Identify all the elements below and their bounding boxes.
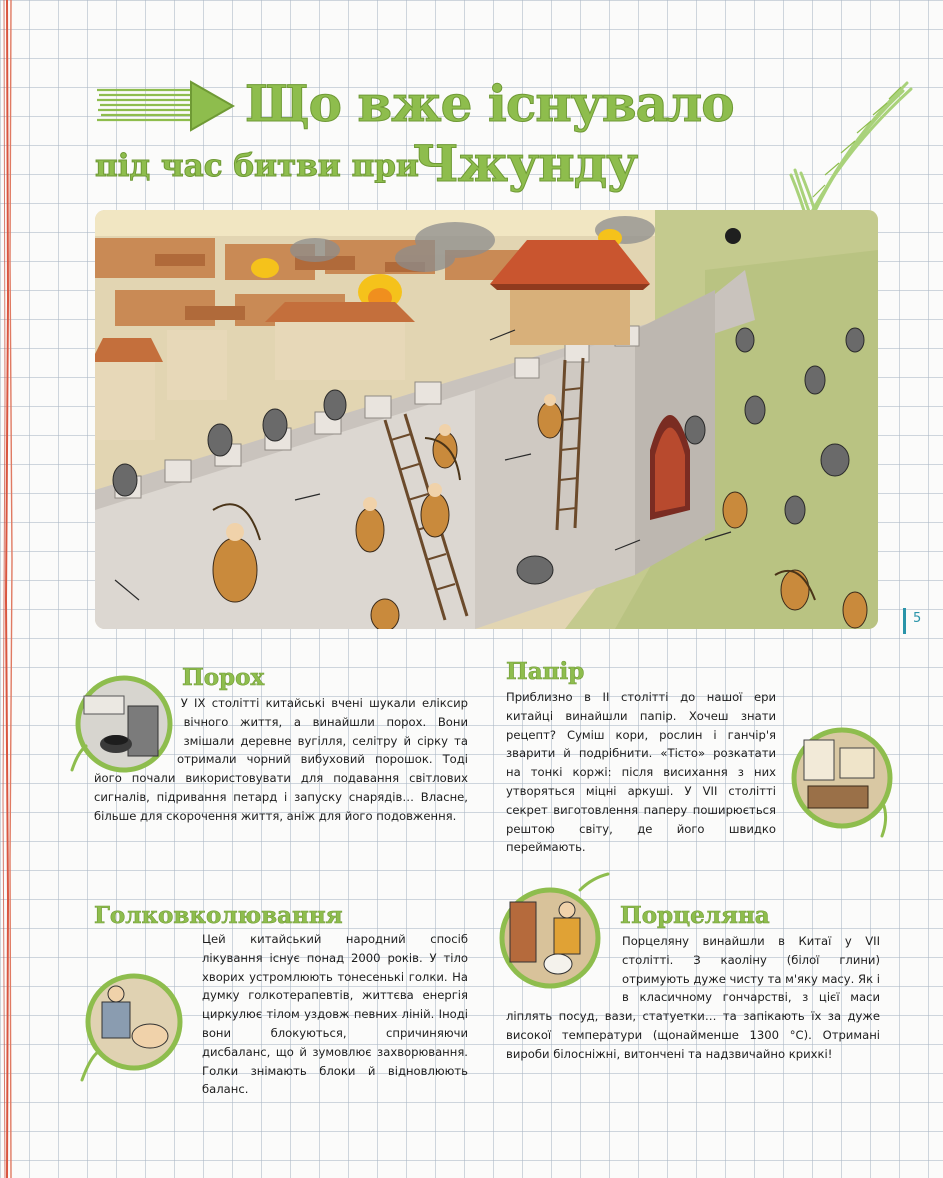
gunpowder-text [94,694,468,826]
margin-line [0,0,18,1178]
arrow-icon [95,78,235,136]
page-number-bar [903,608,906,634]
porcelain-body: Порцеляну винайшли в Китаї у VII столітті. З каоліну (білої глини) отримують дуже чисту та м'яку масу. Як і в класичному гончарстві, з цієї маси ліплять посуд, вази, статуетки… та запікають їх за дуже високої температури (щонайменше 1300 °C). Отримані вироби білосніжні, витончені та надзвичайно крихкі! [506,934,881,1061]
page-title-prefix: під час битви при [95,148,419,184]
gunpowder-heading: Порох [182,664,265,691]
porcelain-heading: Порцеляна [620,902,770,929]
porcelain-float [506,932,622,1002]
page-title-line1: Що вже існувало [245,74,734,133]
paper-body: Приблизно в II столітті до нашої ери китайці винайшли папір. Хочеш знати рецепт? Суміш кори, рослин і ганчір'я зварити й подрібнити. «Тісто» розкатати на тонкі коржі: після висихання з них утворяться міцні аркуші. У VII столітті секрет виготовлення паперу поширюється рештою світу, де його швидко переймають. [506,690,776,855]
paper-illustration [784,716,902,846]
gunpowder-body: У IX столітті китайські вчені шукали еліксир вічного життя, а винайшли порох. Вони змішали деревне вугілля, селітру й сірку та отримали чорний вибуховий порошок. Тоді його почали використовувати для подавання світлових сигналів, підривання петард і запуску снарядів… Власне, більше для скорочення життя, аніж для його подовження. [94,696,468,823]
acupuncture-illustration [76,962,188,1088]
page-title-place: Чжунду [413,134,638,193]
gunpowder-float [94,694,190,762]
paper-heading: Папір [506,658,585,685]
acupuncture-body: Цей китайський народний спосіб лікування існує понад 2000 років. У тіло хворих устромлюють тонесенькі голки. На думку голкотерапевтів, життєва енергія циркулює тілом уздовж певних ліній. Іноді вони блокуються, спричиняючи дисбаланс, що й зумовлює захворювання. Голки знімають блоки й відновлюють баланс. [202,932,468,1097]
battle-illustration [95,210,878,629]
page-number [903,606,929,636]
page-number-text: 5 [913,611,922,626]
acupuncture-heading: Голковколювання [94,902,343,929]
porcelain-text [506,932,880,1064]
checkmark-icon [785,75,915,225]
